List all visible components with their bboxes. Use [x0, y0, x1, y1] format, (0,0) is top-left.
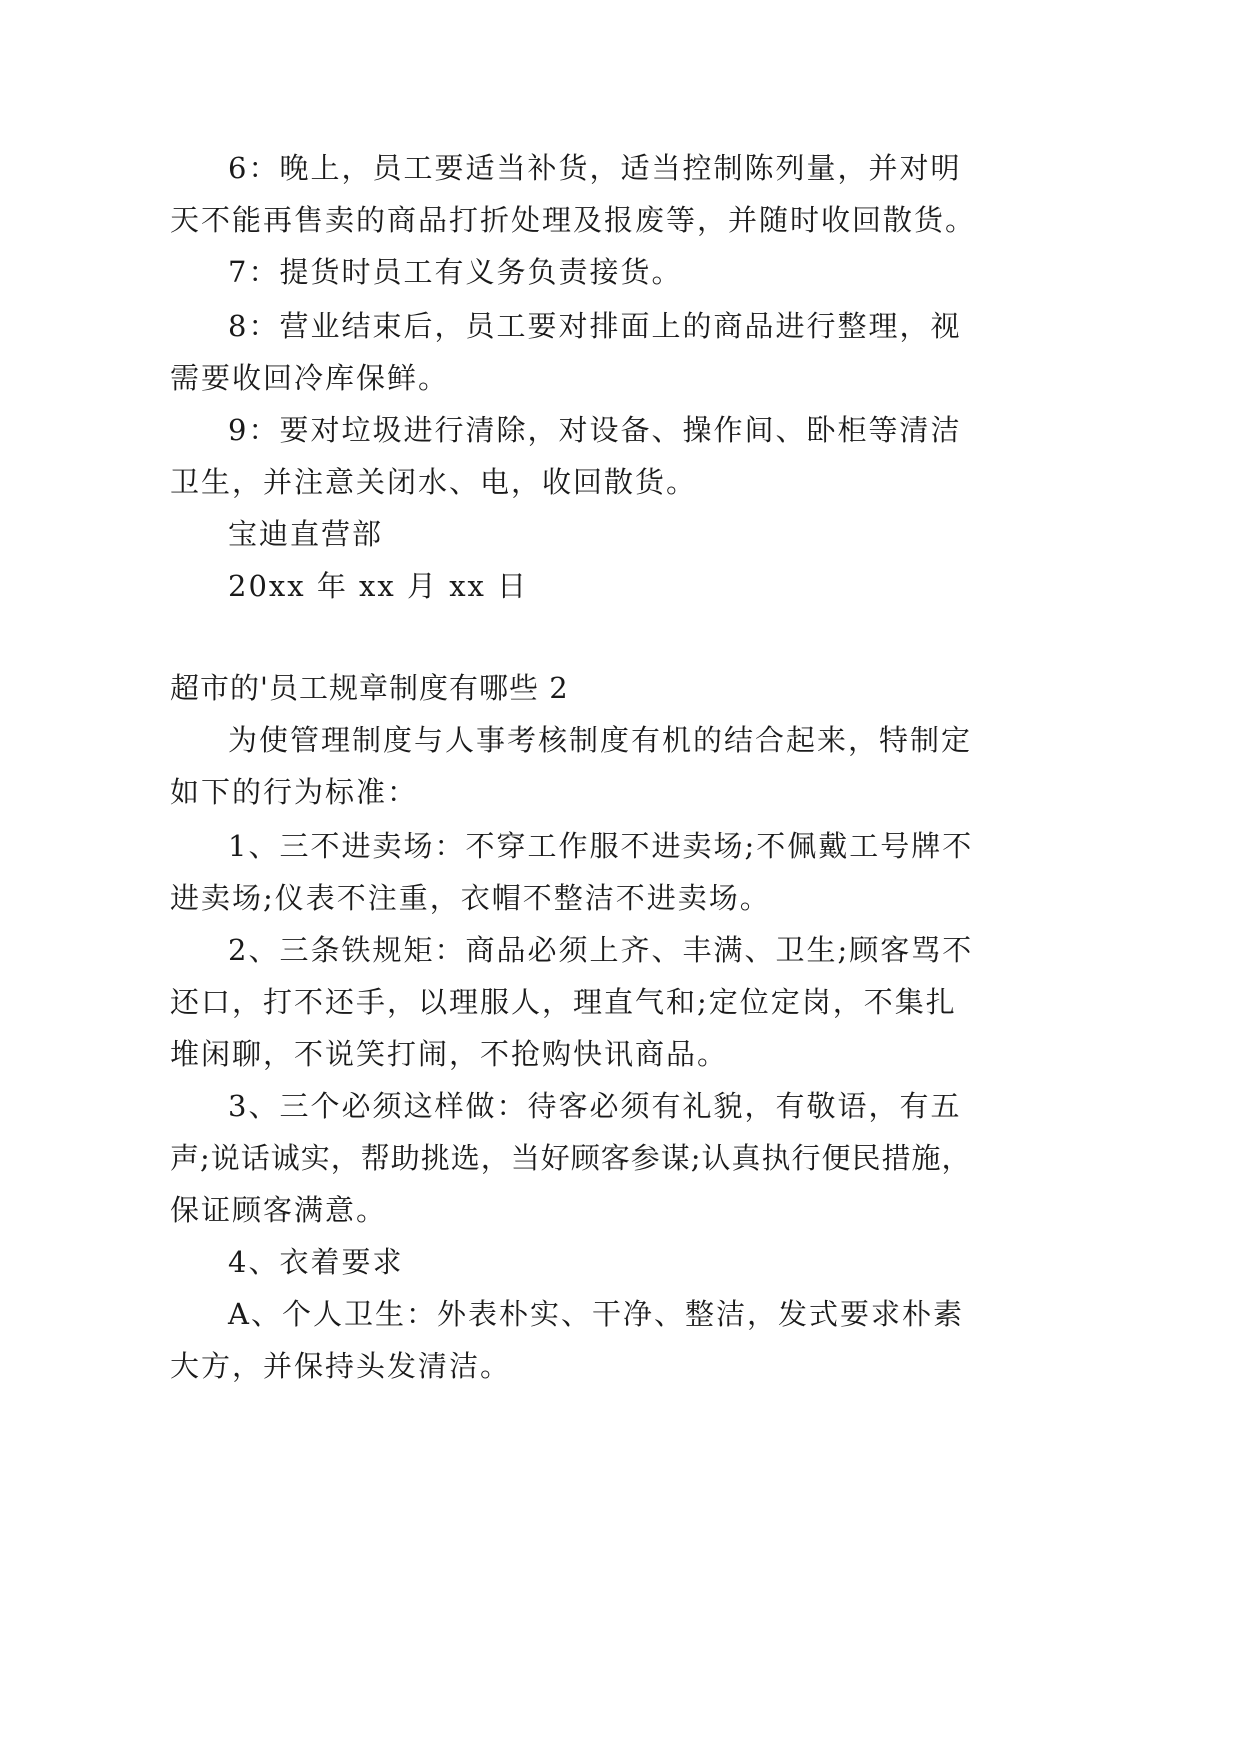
- rule-1-line-1: 1、三不进卖场：不穿工作服不进卖场;不佩戴工号牌不: [228, 829, 974, 863]
- paragraph-9-line-2: 卫生，并注意关闭水、电，收回散货。: [170, 465, 698, 499]
- rule-2-line-3: 堆闲聊，不说笑打闹，不抢购快讯商品。: [170, 1037, 729, 1071]
- rule-4a-line-1: A、个人卫生：外表朴实、干净、整洁，发式要求朴素: [228, 1297, 964, 1331]
- rule-3-line-2: 声;说话诚实，帮助挑选，当好顾客参谋;认真执行便民措施，: [170, 1141, 972, 1175]
- rule-3-line-1: 3、三个必须这样做：待客必须有礼貌，有敬语，有五: [228, 1089, 962, 1123]
- paragraph-6-line-2: 天不能再售卖的商品打折处理及报废等，并随时收回散货。: [170, 203, 977, 237]
- paragraph-8-line-1: 8：营业结束后，员工要对排面上的商品进行整理，视: [228, 309, 962, 343]
- signature-department: 宝迪直营部: [228, 517, 384, 551]
- paragraph-7: 7：提货时员工有义务负责接货。: [228, 255, 683, 289]
- rule-2-line-1: 2、三条铁规矩：商品必须上齐、丰满、卫生;顾客骂不: [228, 933, 974, 967]
- signature-date: 20xx 年 xx 月 xx 日: [228, 569, 529, 603]
- rule-4-heading: 4、衣着要求: [228, 1245, 404, 1279]
- rule-4a-line-2: 大方，并保持头发清洁。: [170, 1349, 512, 1383]
- rule-2-line-2: 还口，打不还手，以理服人，理直气和;定位定岗，不集扎: [170, 985, 957, 1019]
- rule-1-line-2: 进卖场;仪表不注重，衣帽不整洁不进卖场。: [170, 881, 771, 915]
- paragraph-8-line-2: 需要收回冷库保鲜。: [170, 361, 450, 395]
- section-heading: 超市的'员工规章制度有哪些 2: [170, 671, 569, 705]
- paragraph-6-line-1: 6：晚上，员工要适当补货，适当控制陈列量，并对明: [228, 151, 962, 185]
- paragraph-9-line-1: 9：要对垃圾进行清除，对设备、操作间、卧柜等清洁: [228, 413, 962, 447]
- rule-3-line-3: 保证顾客满意。: [170, 1193, 388, 1227]
- intro-line-1: 为使管理制度与人事考核制度有机的结合起来，特制定: [228, 723, 973, 757]
- intro-line-2: 如下的行为标准：: [170, 775, 419, 809]
